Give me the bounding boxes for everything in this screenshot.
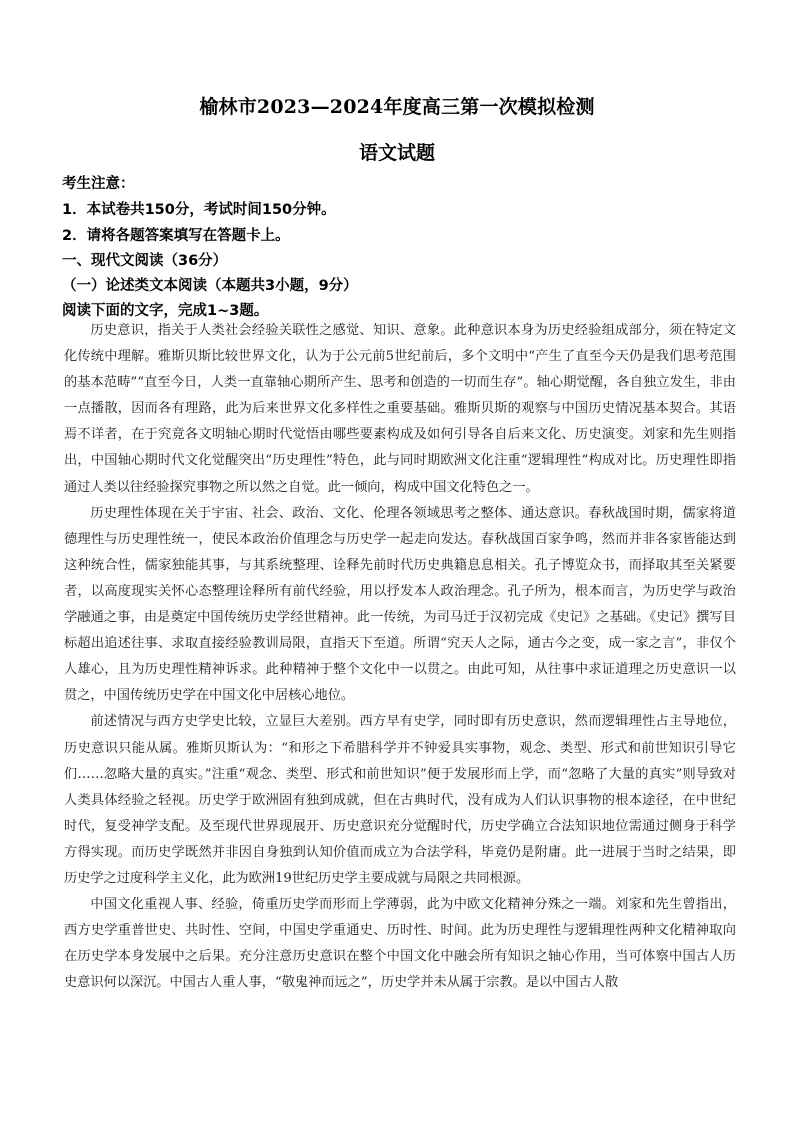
passage-paragraph: 历史意识，指关于人类社会经验关联性之感觉、知识、意象。此种意识本身为历史经验组成部分，须在特定文化传统中理解。雅斯贝斯比较世界文化，认为于公元前5世纪前后，多个文明中“产生了直至今天仍是我们思考范围的基本范畴”“直至今日，人类一直靠轴心期所产生、思考和创造的一切而生存”。轴心期觉醒，各自独立发生，非由一点播散，因而各有理路，此为后来世界文化多样性之重要基础。雅斯贝斯的观察与中国历史情况基本契合。其语焉不详者，在于究竟各文明轴心期时代觉悟由哪些要素构成及如何引导各自后来文化、历史演变。刘家和先生则指出，中国轴心期时代文化觉醒突出“历史理性”特色，此与同时期欧洲文化注重“逻辑理性”构成对比。历史理性即指通过人类以往经验探究事物之所以然之自觉。此一倾向，构成中国文化特色之一。 xyxy=(64,323,736,495)
passage-body xyxy=(64,318,736,996)
exam-subtitle: 语文试题 xyxy=(358,142,435,164)
notice-item-2: 2．请将各题答案填写在答题卡上。 xyxy=(62,228,290,244)
section-heading: 一、现代文阅读（36分） xyxy=(62,253,228,269)
passage-paragraph: 历史理性体现在关于宇宙、社会、政治、文化、伦理各领域思考之整体、通达意识。春秋战国时期，儒家将道德理性与历史理性统一，使民本政治价值理念与历史学一起走向发达。春秋战国百家争鸣，然而并非各家皆能达到这种统合性，儒家独能其事，与其系统整理、诠释先前时代历史典籍息息相关。孔子博览众书，而择取其至关紧要者，以高度现实关怀心态整理诠释所有前代经验，用以抒发本人政治理念。孔子所为，根本而言，为历史学与政治学融通之事，由是奠定中国传统历史学经世精神。此一传统，为司马迁于汉初完成《史记》之基础。《史记》撰写目标超出追述往事、求取直接经验教训局限，直指天下至道。所谓“究天人之际，通古今之变，成一家之言”，非仅个人雄心，且为历史理性精神诉求。此种精神于整个文化中一以贯之。由此可知，从往事中求证道理之历史意识一以贯之，中国传统历史学在中国文化中居核心地位。 xyxy=(64,505,736,704)
passage-paragraph: 中国文化重视人事、经验，倚重历史学而形而上学薄弱，此为中欧文化精神分殊之一端。刘家和先生曾指出，西方史学重普世史、共时性、空间，中国史学重通史、历时性、时间。此为历史理性与逻辑理性两种文化精神取向在历史学本身发展中之后果。充分注意历史意识在整个中国文化中融会所有知识之轴心作用，当可体察中国古人历史意识何以深沉。中国古人重人事，“敬鬼神而远之”，历史学并未从属于宗教。是以中国古人散 xyxy=(64,897,736,991)
exam-title: 榆林市2023—2024年度高三第一次模拟检测 xyxy=(199,96,595,118)
notice-heading: 考生注意： xyxy=(62,176,135,192)
passage-paragraph: 前述情况与西方史学史比较，立显巨大差别。西方早有史学，同时即有历史意识，然而逻辑理性占主导地位，历史意识只能从属。雅斯贝斯认为：“和形之下希腊科学并不钟爱具实事物，观念、类型、形式和前世知识引导它们……忽略大量的真实。”注重“观念、类型、形式和前世知识”便于发展形而上学，而“忽略了大量的真实”则导致对人类具体经验之轻视。历史学于欧洲固有独到成就，但在古典时代，没有成为人们认识事物的根本途径，在中世纪时代，复受神学支配。及至现代世界现展开、历史意识充分觉醒时代，历史学确立合法知识地位需通过侧身于科学方得实现。而历史学既然并非因自身独到认知价值而成立为合法学科，毕竟仍是附庸。此一进展于当时之结果，即历史学之过度科学主义化，此为欧洲19世纪历史学主要成就与局限之共同根源。 xyxy=(64,714,736,886)
notice-item-1: 1．本试卷共150分，考试时间150分钟。 xyxy=(62,202,336,218)
section-subheading: （一）论述类文本阅读（本题共3小题，9分） xyxy=(62,278,358,294)
reading-instruction: 阅读下面的文字，完成1~3题。 xyxy=(62,303,269,319)
